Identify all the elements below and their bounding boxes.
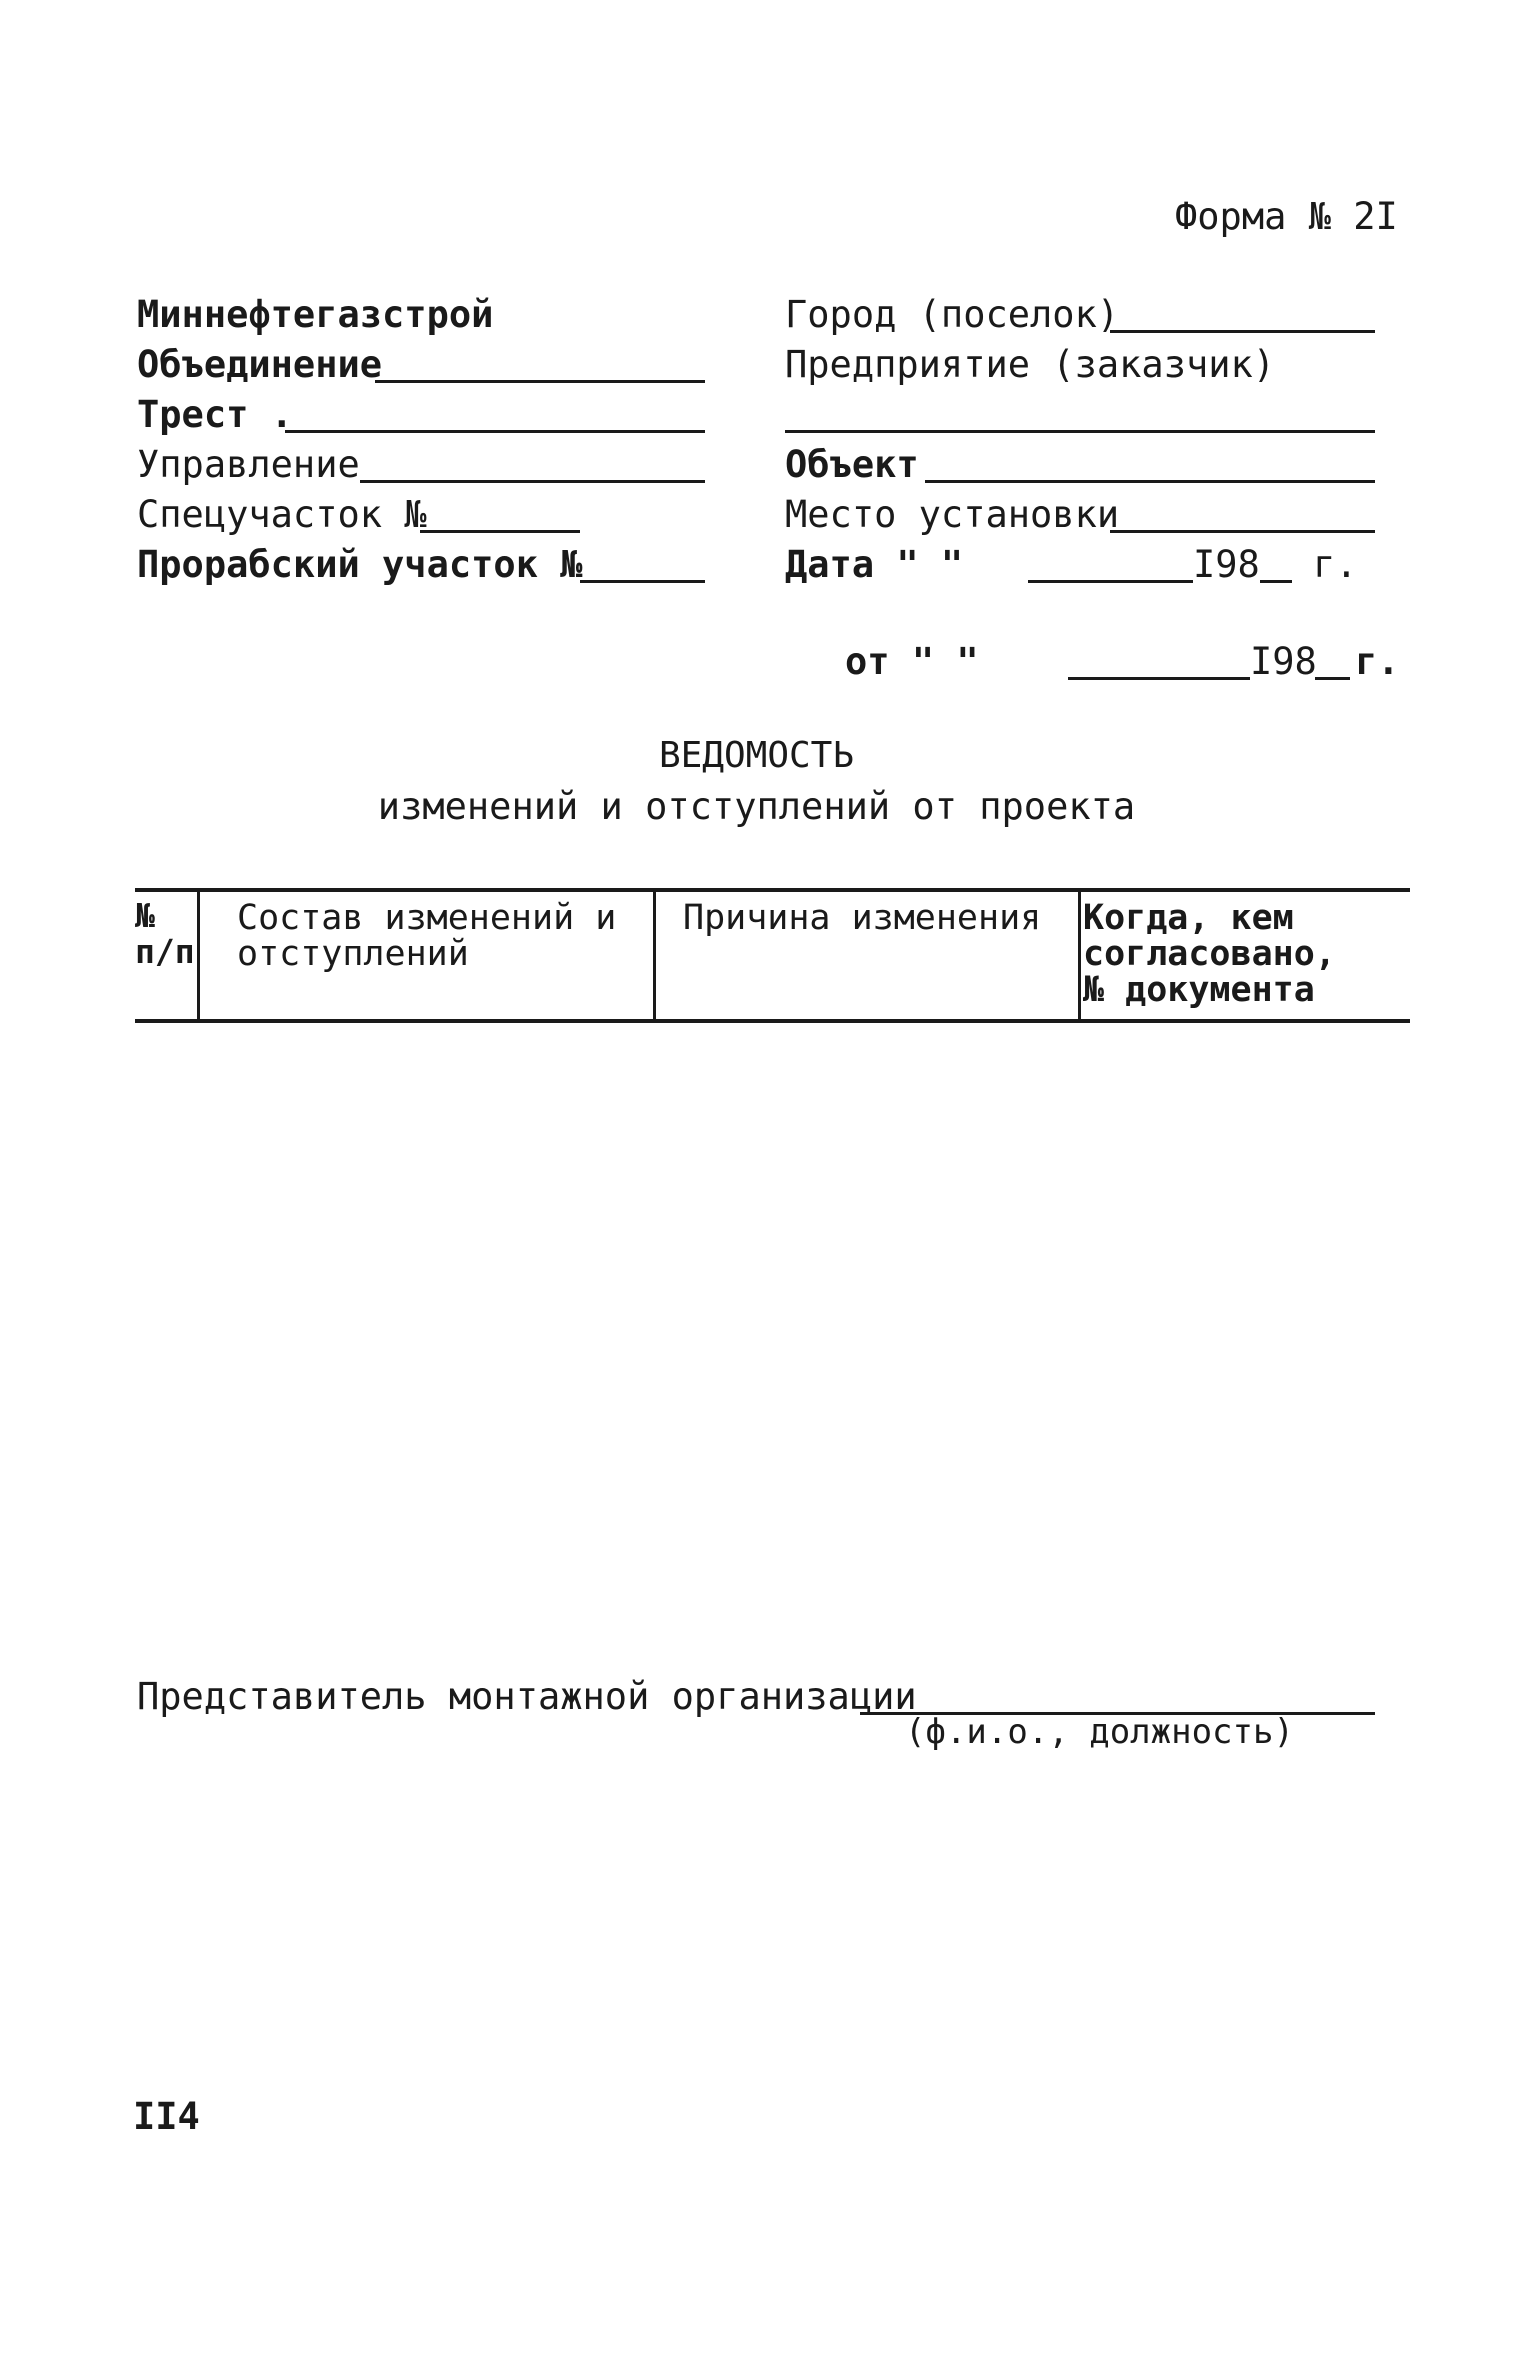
document-subtitle: изменений и отступлений от проекта	[377, 785, 1136, 828]
form-number: Форма № 2I	[1175, 195, 1398, 238]
city-label: Город (поселок)	[785, 293, 1120, 336]
install-place-field[interactable]	[1110, 530, 1375, 533]
department-label: Управление	[137, 443, 360, 486]
changes-table	[135, 888, 1410, 1023]
date-year: I98	[1193, 543, 1260, 586]
date-label: Дата " "	[785, 543, 964, 586]
signature-label: Представитель монтажной организации	[137, 1675, 917, 1718]
date-suffix: г.	[1313, 543, 1358, 586]
table-bottom-border	[135, 1019, 1410, 1023]
from-year-field[interactable]	[1315, 677, 1350, 680]
from-suffix: г.	[1355, 640, 1400, 683]
enterprise-field[interactable]	[785, 430, 1375, 433]
enterprise-label: Предприятие (заказчик)	[785, 343, 1276, 386]
trust-field[interactable]	[285, 430, 705, 433]
table-top-border	[135, 888, 1410, 892]
from-label: от " "	[845, 640, 979, 683]
foreman-site-field[interactable]	[580, 580, 705, 583]
table-column-divider	[197, 888, 200, 1023]
city-field[interactable]	[1110, 330, 1375, 333]
install-place-label: Место установки	[785, 493, 1120, 536]
date-year-field[interactable]	[1260, 580, 1292, 583]
ministry-label: Миннефтегазстрой	[137, 293, 494, 336]
association-field[interactable]	[375, 380, 705, 383]
document-title: ВЕДОМОСТЬ	[658, 735, 855, 776]
table-column-divider	[1078, 888, 1081, 1023]
special-site-label: Спецучасток №	[137, 493, 427, 536]
header-changes: Состав изменений и отступлений	[237, 898, 617, 974]
department-field[interactable]	[360, 480, 705, 483]
date-field[interactable]	[1028, 580, 1193, 583]
object-field[interactable]	[925, 480, 1375, 483]
foreman-site-label: Прорабский участок №	[137, 543, 583, 586]
header-reason: Причина изменения	[683, 898, 1042, 938]
table-column-divider	[653, 888, 656, 1023]
object-label: Объект	[785, 443, 919, 486]
header-number: № п/п	[135, 896, 195, 971]
from-date-field[interactable]	[1068, 677, 1250, 680]
signature-caption: (ф.и.о., должность)	[905, 1712, 1294, 1752]
special-site-field[interactable]	[420, 530, 580, 533]
association-label: Объединение	[137, 343, 383, 386]
header-approval: Когда, кем согласовано, № документа	[1083, 898, 1336, 1010]
trust-label: Трест .	[137, 393, 293, 436]
from-year: I98	[1250, 640, 1317, 683]
page-number: II4	[133, 2095, 200, 2138]
